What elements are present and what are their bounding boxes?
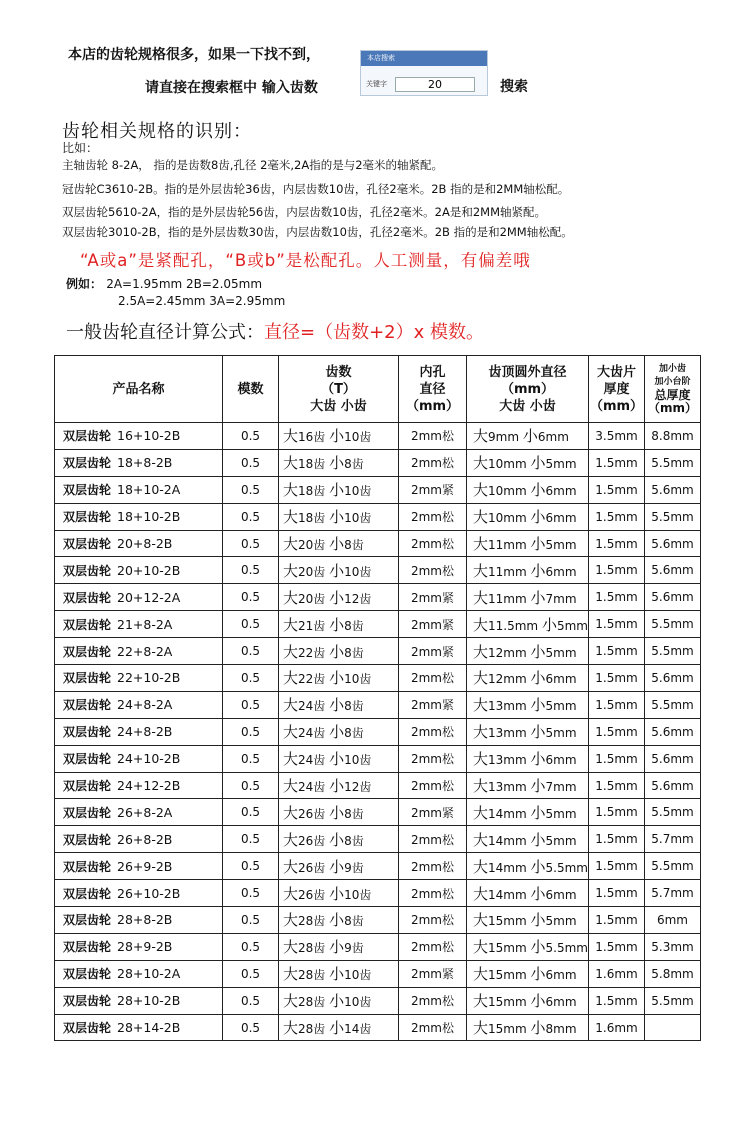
cell-gear-thickness: 1.5mm [588,611,644,638]
cell-outer-diameter: 大15mm 小8mm [467,1014,589,1041]
cell-gear-thickness: 1.5mm [588,933,644,960]
cell-teeth: 大20齿 小12齿 [279,584,399,611]
desc-line-4: 双层齿轮3010-2B，指的是外层齿数30齿，内层齿数10齿，孔径2毫米。2B 指的是和2MM轴松配。 [62,225,573,239]
cell-module: 0.5 [223,449,279,476]
cell-outer-diameter: 大15mm 小6mm [467,987,589,1014]
cell-module: 0.5 [223,745,279,772]
example-values-1: 2A=1.95mm 2B=2.05mm [106,277,263,291]
cell-product-name: 双层齿轮 24+10-2B [55,745,223,772]
table-row [55,611,701,638]
cell-module: 0.5 [223,772,279,799]
cell-gear-thickness: 1.5mm [588,826,644,853]
cell-gear-thickness: 1.5mm [588,853,644,880]
cell-gear-thickness: 1.5mm [588,530,644,557]
table-row [55,557,701,584]
cell-product-name: 双层齿轮 21+8-2A [55,611,223,638]
cell-bore: 2mm松 [399,907,467,934]
cell-bore: 2mm松 [399,665,467,692]
cell-total-thickness: 5.5mm [644,638,700,665]
cell-gear-thickness: 1.5mm [588,557,644,584]
cell-outer-diameter: 大15mm 小6mm [467,960,589,987]
cell-outer-diameter: 大13mm 小7mm [467,772,589,799]
cell-outer-diameter: 大10mm 小6mm [467,476,589,503]
cell-bore: 2mm松 [399,1014,467,1041]
cell-product-name: 双层齿轮 28+14-2B [55,1014,223,1041]
cell-total-thickness: 5.5mm [644,503,700,530]
cell-outer-diameter: 大10mm 小5mm [467,449,589,476]
table-row [55,584,701,611]
table-row [55,503,701,530]
search-hint-line2: 请直接在搜索框中 输入齿数 [145,80,318,96]
cell-gear-thickness: 1.6mm [588,1014,644,1041]
header-name: 产品名称 [55,356,223,423]
cell-total-thickness: 5.8mm [644,960,700,987]
cell-gear-thickness: 1.5mm [588,907,644,934]
desc-line-1: 主轴齿轮 8-2A， 指的是齿数8齿,孔径 2毫米,2A指的是与2毫米的轴紧配。 [62,158,444,172]
cell-total-thickness: 5.5mm [644,611,700,638]
cell-module: 0.5 [223,1014,279,1041]
cell-teeth: 大20齿 小10齿 [279,557,399,584]
desc-line-3: 双层齿轮5610-2A，指的是外层齿轮56齿，内层齿数10齿，孔径2毫米。2A是和2MM轴紧配。 [62,205,547,219]
cell-outer-diameter: 大12mm 小5mm [467,638,589,665]
cell-gear-thickness: 1.5mm [588,745,644,772]
table-row [55,853,701,880]
cell-teeth: 大24齿 小8齿 [279,691,399,718]
cell-product-name: 双层齿轮 18+10-2B [55,503,223,530]
cell-product-name: 双层齿轮 16+10-2B [55,423,223,450]
cell-product-name: 双层齿轮 24+8-2A [55,691,223,718]
cell-outer-diameter: 大10mm 小6mm [467,503,589,530]
cell-outer-diameter: 大13mm 小5mm [467,718,589,745]
cell-gear-thickness: 1.5mm [588,772,644,799]
cell-total-thickness: 5.5mm [644,449,700,476]
table-row [55,638,701,665]
cell-outer-diameter: 大12mm 小6mm [467,665,589,692]
formula-prefix: 一般齿轮直径计算公式： [66,322,264,343]
cell-total-thickness [644,1014,700,1041]
cell-total-thickness: 8.8mm [644,423,700,450]
cell-module: 0.5 [223,907,279,934]
header-gear-thickness: 大齿片 厚度 （mm） [588,356,644,423]
cell-total-thickness: 5.5mm [644,853,700,880]
cell-product-name: 双层齿轮 18+10-2A [55,476,223,503]
table-row [55,718,701,745]
cell-outer-diameter: 大14mm 小5mm [467,799,589,826]
cell-bore: 2mm松 [399,449,467,476]
cell-product-name: 双层齿轮 20+8-2B [55,530,223,557]
cell-gear-thickness: 1.5mm [588,665,644,692]
cell-product-name: 双层齿轮 28+10-2B [55,987,223,1014]
cell-module: 0.5 [223,691,279,718]
cell-outer-diameter: 大11mm 小7mm [467,584,589,611]
cell-teeth: 大26齿 小8齿 [279,826,399,853]
header-total-thickness: 加小齿 加小台阶 总厚度 （mm） [644,356,700,423]
cell-bore: 2mm松 [399,772,467,799]
cell-product-name: 双层齿轮 24+8-2B [55,718,223,745]
cell-product-name: 双层齿轮 28+9-2B [55,933,223,960]
table-row [55,907,701,934]
cell-total-thickness: 5.6mm [644,718,700,745]
cell-bore: 2mm松 [399,530,467,557]
table-row [55,665,701,692]
table-row [55,423,701,450]
cell-gear-thickness: 1.5mm [588,476,644,503]
cell-bore: 2mm松 [399,933,467,960]
cell-bore: 2mm紧 [399,960,467,987]
search-widget-title: 本店搜索 [361,51,487,66]
cell-teeth: 大18齿 小10齿 [279,476,399,503]
cell-teeth: 大24齿 小10齿 [279,745,399,772]
cell-module: 0.5 [223,853,279,880]
cell-module: 0.5 [223,665,279,692]
cell-outer-diameter: 大11mm 小6mm [467,557,589,584]
cell-total-thickness: 5.5mm [644,799,700,826]
cell-total-thickness: 5.5mm [644,987,700,1014]
cell-module: 0.5 [223,530,279,557]
cell-outer-diameter: 大14mm 小6mm [467,880,589,907]
cell-total-thickness: 5.6mm [644,476,700,503]
cell-product-name: 双层齿轮 26+10-2B [55,880,223,907]
cell-outer-diameter: 大14mm 小5mm [467,826,589,853]
cell-module: 0.5 [223,987,279,1014]
cell-product-name: 双层齿轮 24+12-2B [55,772,223,799]
cell-total-thickness: 5.6mm [644,557,700,584]
cell-product-name: 双层齿轮 26+8-2B [55,826,223,853]
cell-module: 0.5 [223,826,279,853]
header-outer-diameter: 齿顶圆外直径 （mm） 大齿 小齿 [467,356,589,423]
cell-gear-thickness: 1.5mm [588,449,644,476]
table-body [55,423,701,1041]
cell-product-name: 双层齿轮 26+8-2A [55,799,223,826]
cell-bore: 2mm松 [399,423,467,450]
cell-total-thickness: 5.7mm [644,826,700,853]
cell-teeth: 大24齿 小12齿 [279,772,399,799]
cell-module: 0.5 [223,423,279,450]
cell-gear-thickness: 1.5mm [588,691,644,718]
cell-gear-thickness: 1.5mm [588,987,644,1014]
cell-total-thickness: 5.6mm [644,665,700,692]
cell-module: 0.5 [223,880,279,907]
gear-spec-table [54,355,701,1041]
table-row [55,960,701,987]
cell-module: 0.5 [223,611,279,638]
cell-bore: 2mm紧 [399,691,467,718]
cell-total-thickness: 5.3mm [644,933,700,960]
table-row [55,826,701,853]
cell-product-name: 双层齿轮 22+10-2B [55,665,223,692]
cell-product-name: 双层齿轮 28+10-2A [55,960,223,987]
cell-teeth: 大28齿 小14齿 [279,1014,399,1041]
cell-outer-diameter: 大13mm 小6mm [467,745,589,772]
example-label: 比如： [62,141,99,155]
cell-module: 0.5 [223,557,279,584]
cell-teeth: 大18齿 小10齿 [279,503,399,530]
table-row [55,933,701,960]
cell-bore: 2mm松 [399,557,467,584]
cell-module: 0.5 [223,799,279,826]
search-keyword-label: 关键字 [366,80,387,88]
cell-teeth: 大26齿 小8齿 [279,799,399,826]
cell-total-thickness: 5.6mm [644,772,700,799]
cell-bore: 2mm松 [399,880,467,907]
cell-bore: 2mm紧 [399,638,467,665]
cell-teeth: 大24齿 小8齿 [279,718,399,745]
cell-module: 0.5 [223,718,279,745]
table-row [55,772,701,799]
cell-gear-thickness: 1.5mm [588,880,644,907]
cell-product-name: 双层齿轮 20+12-2A [55,584,223,611]
search-hint-line1: 本店的齿轮规格很多，如果一下找不到， [68,47,320,63]
table-row [55,745,701,772]
cell-total-thickness: 5.6mm [644,584,700,611]
fit-note: “A或a”是紧配孔，“B或b”是松配孔。人工测量，有偏差哦 [80,251,531,270]
search-widget [360,50,488,96]
cell-teeth: 大21齿 小8齿 [279,611,399,638]
cell-teeth: 大28齿 小10齿 [279,960,399,987]
cell-outer-diameter: 大11mm 小5mm [467,530,589,557]
formula-expression: 直径=（齿数+2）x 模数。 [264,322,484,343]
cell-teeth: 大22齿 小10齿 [279,665,399,692]
cell-teeth: 大16齿 小10齿 [279,423,399,450]
cell-outer-diameter: 大15mm 小5.5mm [467,933,589,960]
cell-teeth: 大28齿 小10齿 [279,987,399,1014]
cell-outer-diameter: 大11.5mm 小5mm [467,611,589,638]
search-button[interactable]: 搜索 [500,79,528,95]
header-bore: 内孔 直径 （mm） [399,356,467,423]
table-row [55,449,701,476]
cell-gear-thickness: 1.5mm [588,584,644,611]
cell-teeth: 大26齿 小9齿 [279,853,399,880]
cell-teeth: 大28齿 小9齿 [279,933,399,960]
cell-module: 0.5 [223,933,279,960]
cell-total-thickness: 5.7mm [644,880,700,907]
cell-bore: 2mm紧 [399,584,467,611]
section-title: 齿轮相关规格的识别： [62,121,252,142]
cell-gear-thickness: 1.5mm [588,718,644,745]
cell-product-name: 双层齿轮 20+10-2B [55,557,223,584]
cell-gear-thickness: 1.6mm [588,960,644,987]
cell-teeth: 大18齿 小8齿 [279,449,399,476]
cell-bore: 2mm紧 [399,476,467,503]
cell-outer-diameter: 大13mm 小5mm [467,691,589,718]
cell-bore: 2mm紧 [399,611,467,638]
cell-teeth: 大28齿 小8齿 [279,907,399,934]
header-teeth: 齿数 （T） 大齿 小齿 [279,356,399,423]
search-input[interactable] [395,77,475,92]
cell-gear-thickness: 3.5mm [588,423,644,450]
cell-outer-diameter: 大15mm 小5mm [467,907,589,934]
cell-module: 0.5 [223,638,279,665]
cell-teeth: 大26齿 小10齿 [279,880,399,907]
cell-total-thickness: 5.6mm [644,530,700,557]
table-row [55,691,701,718]
cell-bore: 2mm松 [399,826,467,853]
cell-total-thickness: 6mm [644,907,700,934]
cell-module: 0.5 [223,584,279,611]
header-module: 模数 [223,356,279,423]
example-values-2: 2.5A=2.45mm 3A=2.95mm [118,294,286,308]
cell-product-name: 双层齿轮 22+8-2A [55,638,223,665]
cell-bore: 2mm松 [399,987,467,1014]
cell-total-thickness: 5.5mm [644,691,700,718]
desc-line-2: 冠齿轮C3610-2B。指的是外层齿轮36齿，内层齿数10齿，孔径2毫米。2B 指的是和2MM轴松配。 [62,182,570,196]
table-row [55,799,701,826]
cell-product-name: 双层齿轮 28+8-2B [55,907,223,934]
cell-gear-thickness: 1.5mm [588,638,644,665]
cell-outer-diameter: 大14mm 小5.5mm [467,853,589,880]
cell-bore: 2mm松 [399,503,467,530]
cell-bore: 2mm松 [399,853,467,880]
cell-bore: 2mm松 [399,718,467,745]
cell-teeth: 大22齿 小8齿 [279,638,399,665]
example-line-1 [66,275,262,292]
cell-outer-diameter: 大9mm 小6mm [467,423,589,450]
cell-total-thickness: 5.6mm [644,745,700,772]
table-header-row [55,356,701,423]
cell-gear-thickness: 1.5mm [588,799,644,826]
cell-product-name: 双层齿轮 18+8-2B [55,449,223,476]
cell-bore: 2mm松 [399,745,467,772]
table-row [55,987,701,1014]
cell-module: 0.5 [223,960,279,987]
cell-module: 0.5 [223,476,279,503]
table-row [55,1014,701,1041]
cell-product-name: 双层齿轮 26+9-2B [55,853,223,880]
formula-line [66,318,484,344]
table-row [55,530,701,557]
table-row [55,880,701,907]
cell-gear-thickness: 1.5mm [588,503,644,530]
table-row [55,476,701,503]
cell-teeth: 大20齿 小8齿 [279,530,399,557]
cell-module: 0.5 [223,503,279,530]
cell-bore: 2mm紧 [399,799,467,826]
example-prefix: 例如： [66,277,103,291]
